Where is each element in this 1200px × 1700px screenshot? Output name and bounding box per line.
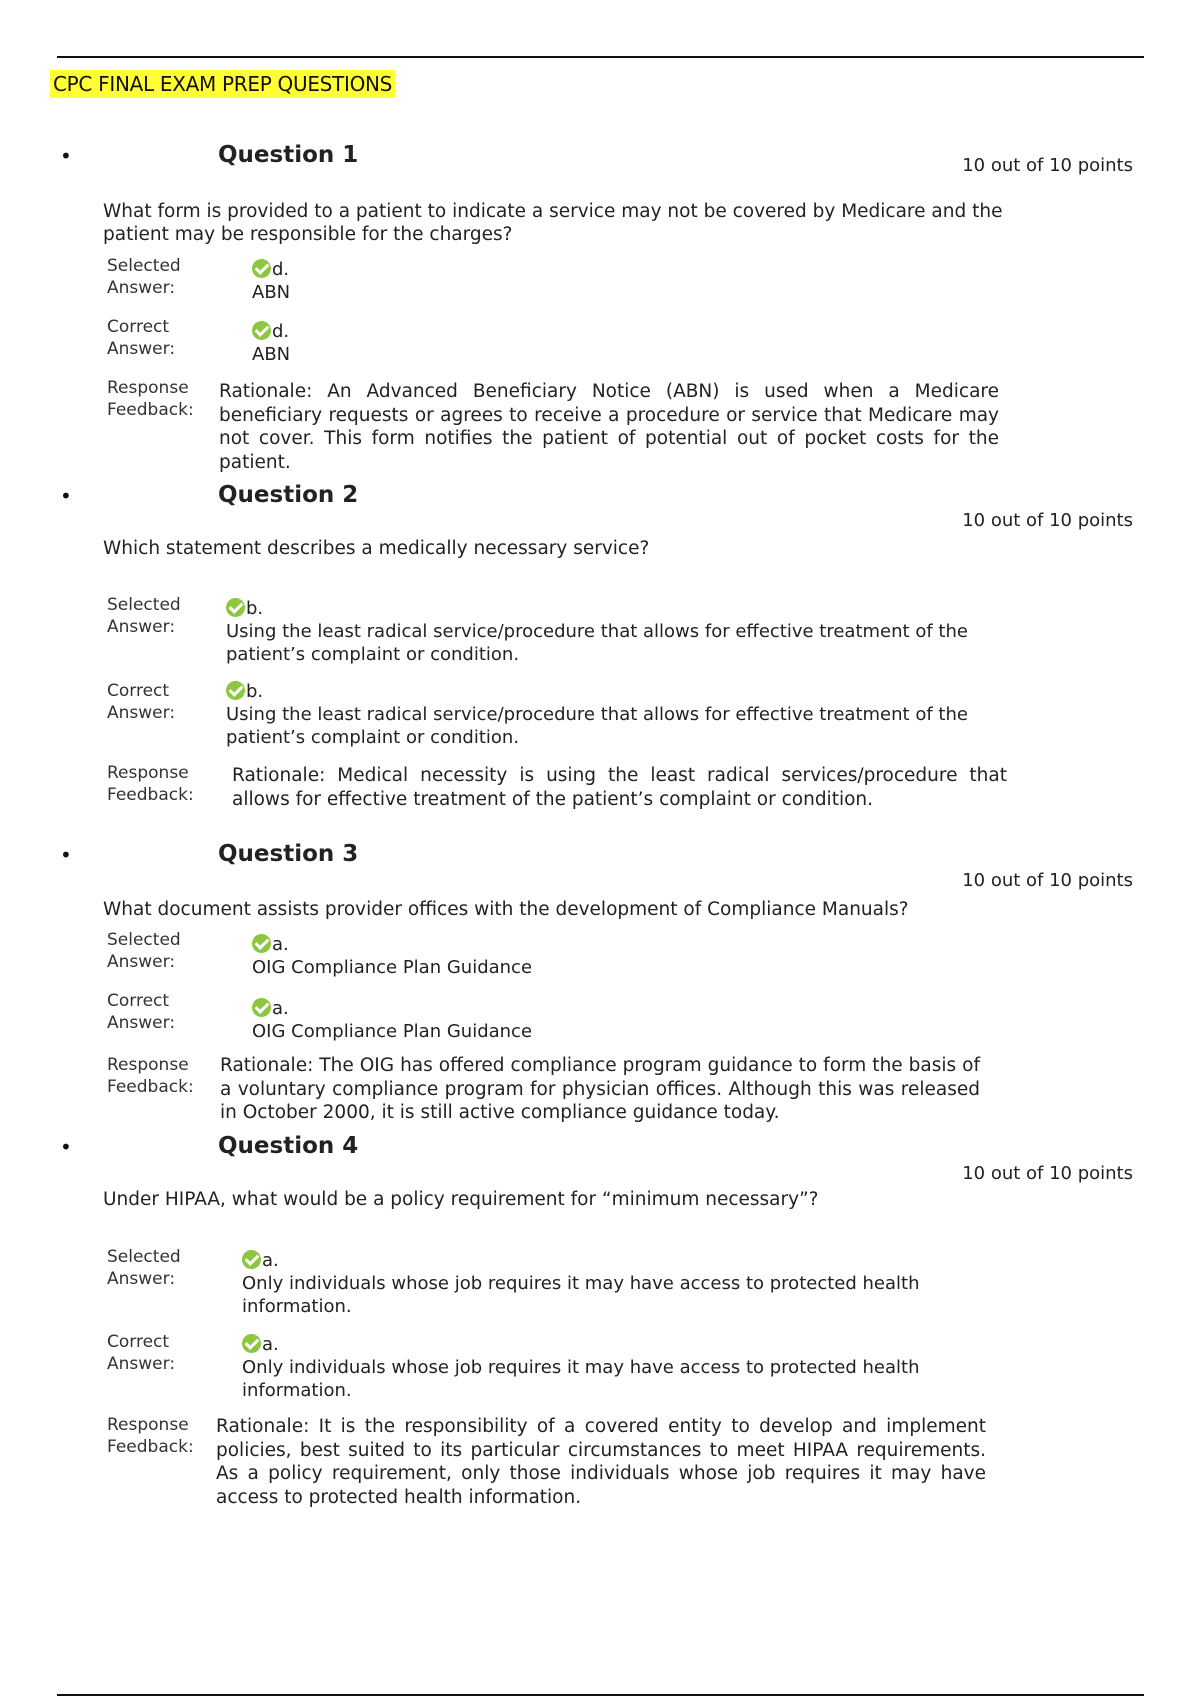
question-text: What document assists provider offices with the development of Compliance Manuals? xyxy=(103,899,909,920)
selected-answer-text: Using the least radical service/procedure that allows for effective treatment of the patient’s complaint or condition. xyxy=(226,621,968,665)
correct-answer-label: Correct Answer: xyxy=(107,317,176,359)
correct-answer-label: Correct Answer: xyxy=(107,991,176,1033)
selected-answer-label: Selected Answer: xyxy=(107,1247,181,1289)
response-feedback-label: Response Feedback: xyxy=(107,1055,194,1097)
correct-answer-label: Correct Answer: xyxy=(107,681,176,723)
correct-answer-text: OIG Compliance Plan Guidance xyxy=(252,1021,533,1042)
response-feedback-label: Response Feedback: xyxy=(107,763,194,805)
response-feedback-label: Response Feedback: xyxy=(107,378,194,420)
correct-answer xyxy=(226,680,996,749)
top-rule xyxy=(57,56,1144,58)
bullet-icon: • xyxy=(60,1135,72,1159)
bullet-icon: • xyxy=(60,144,72,168)
correct-answer-letter: b. xyxy=(246,681,264,702)
question-points: 10 out of 10 points xyxy=(962,510,1133,531)
selected-answer xyxy=(252,933,652,979)
selected-answer xyxy=(226,597,996,666)
correct-check-icon xyxy=(226,681,245,700)
bottom-rule xyxy=(57,1694,1144,1696)
selected-answer-text: OIG Compliance Plan Guidance xyxy=(252,957,533,978)
selected-answer xyxy=(252,258,552,304)
correct-check-icon xyxy=(252,321,271,340)
correct-answer-text: Using the least radical service/procedure that allows for effective treatment of the patient’s complaint or condition. xyxy=(226,704,968,748)
correct-check-icon xyxy=(226,598,245,617)
bullet-icon: • xyxy=(60,484,72,508)
correct-answer-text: ABN xyxy=(252,344,291,365)
correct-answer-letter: d. xyxy=(272,321,290,342)
selected-answer-letter: a. xyxy=(272,934,289,955)
response-feedback-label: Response Feedback: xyxy=(107,1415,194,1457)
correct-answer-letter: a. xyxy=(272,998,289,1019)
question-points: 10 out of 10 points xyxy=(962,870,1133,891)
response-feedback: Rationale: It is the responsibility of a covered entity to develop and implement policies, best suited to its particular circumstances to meet HIPAA requirements. As a policy requirement, only those individuals whose job requires it may have access to protected health information. xyxy=(216,1416,986,1508)
selected-answer-label: Selected Answer: xyxy=(107,256,181,298)
question-heading: Question 3 xyxy=(218,841,359,867)
selected-answer-letter: d. xyxy=(272,259,290,280)
response-feedback: Rationale: The OIG has offered compliance program guidance to form the basis of a voluntary compliance program for physician offices. Although this was released in October 2000, it is still active compliance guidance today. xyxy=(220,1055,980,1123)
question-heading: Question 2 xyxy=(218,482,359,508)
question-points: 10 out of 10 points xyxy=(962,155,1133,176)
selected-answer-text: ABN xyxy=(252,282,291,303)
bullet-icon: • xyxy=(60,843,72,867)
correct-answer xyxy=(252,320,552,366)
selected-answer-label: Selected Answer: xyxy=(107,595,181,637)
document-title: CPC FINAL EXAM PREP QUESTIONS xyxy=(50,70,395,98)
correct-check-icon xyxy=(252,998,271,1017)
correct-answer-text: Only individuals whose job requires it may have access to protected health information. xyxy=(242,1357,920,1401)
selected-answer-text: Only individuals whose job requires it may have access to protected health information. xyxy=(242,1273,920,1317)
question-text: What form is provided to a patient to indicate a service may not be covered by Medicare and the patient may be responsible for the charges? xyxy=(103,201,1003,245)
question-points: 10 out of 10 points xyxy=(962,1163,1133,1184)
correct-answer-letter: a. xyxy=(262,1334,279,1355)
correct-check-icon xyxy=(242,1250,261,1269)
selected-answer xyxy=(242,1249,1012,1318)
question-text: Which statement describes a medically necessary service? xyxy=(103,538,650,559)
selected-answer-letter: b. xyxy=(246,598,264,619)
correct-check-icon xyxy=(242,1334,261,1353)
selected-answer-label: Selected Answer: xyxy=(107,930,181,972)
response-feedback: Rationale: Medical necessity is using the least radical services/procedure that allows for effective treatment of the patient’s complaint or condition. xyxy=(232,765,1007,810)
response-feedback: Rationale: An Advanced Beneficiary Notice (ABN) is used when a Medicare beneficiary requests or agrees to receive a procedure or service that Medicare may not cover. This form notifies the patient of potential out of pocket costs for the patient. xyxy=(219,381,999,473)
correct-answer xyxy=(242,1333,1012,1402)
correct-answer-label: Correct Answer: xyxy=(107,1332,176,1374)
correct-check-icon xyxy=(252,934,271,953)
correct-check-icon xyxy=(252,259,271,278)
question-heading: Question 1 xyxy=(218,142,359,168)
correct-answer xyxy=(252,997,652,1043)
question-text: Under HIPAA, what would be a policy requirement for “minimum necessary”? xyxy=(103,1189,819,1210)
question-heading: Question 4 xyxy=(218,1133,359,1159)
selected-answer-letter: a. xyxy=(262,1250,279,1271)
